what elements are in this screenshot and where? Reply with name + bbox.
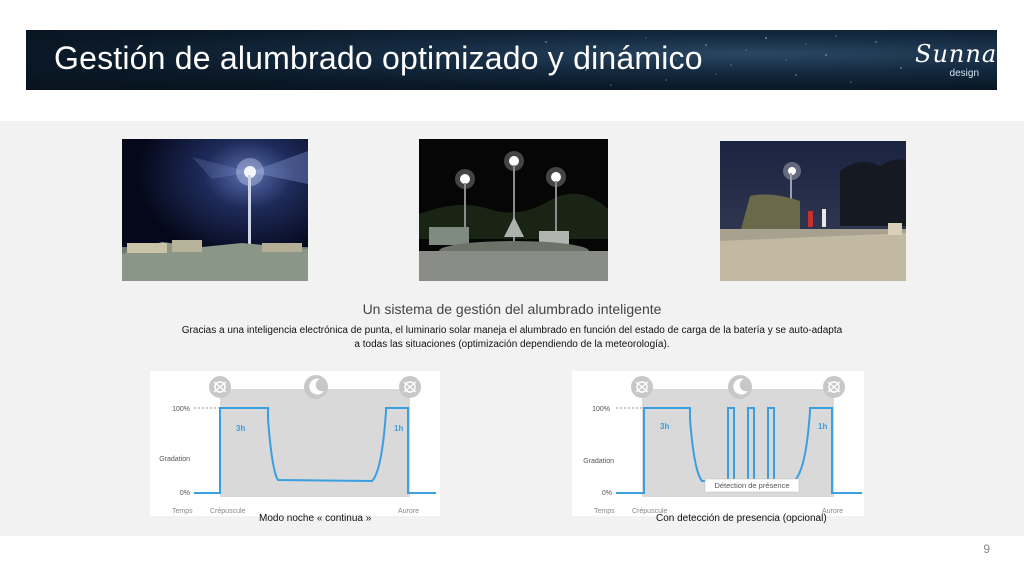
right-duration-label: 1h xyxy=(818,422,828,431)
x-end-label: Aurore xyxy=(398,508,420,515)
sun-icon xyxy=(823,376,845,398)
title-banner xyxy=(26,30,997,90)
sunna-design-logo xyxy=(915,38,997,84)
chart-caption-continuous: Modo noche « continua » xyxy=(259,513,372,524)
chart-caption-presence: Con detección de presencia (opcional) xyxy=(656,513,827,524)
sun-icon xyxy=(399,376,421,398)
y-top-label: 100% xyxy=(592,406,610,413)
page-number: 9 xyxy=(983,542,990,556)
sun-icon xyxy=(209,376,231,398)
left-duration-label: 3h xyxy=(660,422,670,431)
content-panel xyxy=(0,121,1024,536)
right-duration-label: 1h xyxy=(394,424,404,433)
section-description: Gracias a una inteligencia electrónica de punta, el luminario solar maneja el alumbrado en función del estado de carga de la batería y se auto-adapta a todas las situaciones (optimización dependiendo de la meteorología). xyxy=(181,325,843,350)
section-subtitle: Un sistema de gestión del alumbrado inteligente xyxy=(362,301,662,317)
left-duration-label: 3h xyxy=(236,424,246,433)
y-bottom-label: 0% xyxy=(601,490,612,497)
x-axis-label: Temps xyxy=(594,508,615,515)
photo-beach-streetlight xyxy=(122,139,308,281)
logo-wordmark: Sunna xyxy=(915,40,997,68)
y-bottom-label: 0% xyxy=(179,490,190,497)
chart-presence-detection xyxy=(572,371,864,516)
moon-icon xyxy=(304,375,328,399)
sun-icon xyxy=(631,376,653,398)
x-end-label: Aurore xyxy=(822,508,844,515)
chart-continuous-night-mode xyxy=(150,371,440,516)
y-top-label: 100% xyxy=(172,406,190,413)
detection-label: Détection de présence xyxy=(714,481,790,490)
y-mid-label: Gradation xyxy=(583,458,614,465)
photo-roundabout-streetlights xyxy=(419,139,608,281)
x-start-label: Crépuscule xyxy=(210,508,246,515)
page-title: Gestión de alumbrado optimizado y dinámico xyxy=(54,40,703,76)
x-start-label: Crépuscule xyxy=(632,508,668,515)
photo-village-road-streetlight xyxy=(720,141,906,281)
x-axis-label: Temps xyxy=(172,508,193,515)
moon-icon xyxy=(728,375,752,399)
y-mid-label: Gradation xyxy=(159,456,190,463)
logo-subtext: design xyxy=(949,68,979,79)
